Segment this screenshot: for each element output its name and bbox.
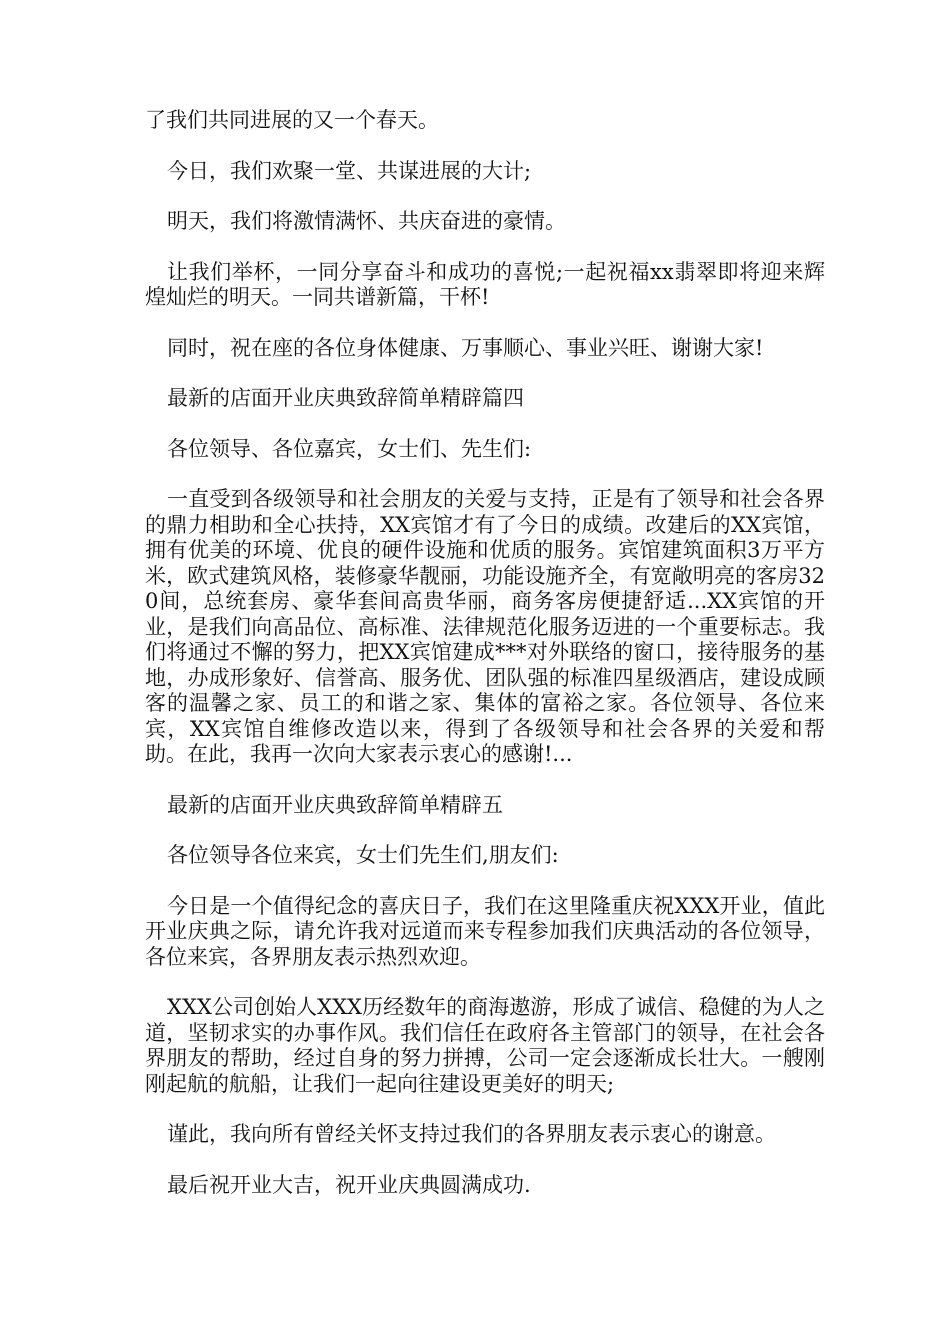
paragraph-tomorrow: 明天，我们将激情满怀、共庆奋进的豪情。 [167,209,566,233]
section-heading-5: 最新的店面开业庆典致辞简单精辟五 [167,792,503,817]
paragraph-celebration: 今日是一个值得纪念的喜庆日子，我们在这里隆重庆祝XXX开业，值此开业庆典之际，请允许我对远道而来专程参加我们庆典活动的各位领导，各位来宾，各界朋友表示热烈欢迎。 [145,893,825,969]
paragraph-today: 今日，我们欢聚一堂、共谋进展的大计; [167,158,532,183]
paragraph-hotel-speech: 一直受到各级领导和社会朋友的关爱与支持，正是有了领导和社会各界的鼎力相助和全心扶持，XX宾馆才有了今日的成绩。改建后的XX宾馆，拥有优美的环境、优良的硬件设施和优质的服务。宾馆建筑面积3万平方米，欧式建筑风格，装修豪华靓丽，功能设施齐全，有宽敞明亮的客房320间，总统套房、豪华套间高贵华丽，商务客房便捷舒适...XX宾馆的开业，是我们向高品位、高标准、法律规范化服务迈进的一个重要标志。我们将通过不懈的努力，把XX宾馆建成***对外联络的窗口，接待服务的基地，办成形象好、信誉高、服务优、团队强的标准四星级酒店，建设成顾客的温馨之家、员工的和谐之家、集体的富裕之家。各位领导、各位来宾，XX宾馆自维修改造以来，得到了各级领导和社会各界的关爱和帮助。在此，我再一次向大家表示衷心的感谢!... [145,487,825,766]
document-body [145,108,825,1223]
paragraph-continuation: 了我们共同进展的又一个春天。 [145,108,439,132]
salutation-5: 各位领导各位来宾，女士们先生们,朋友们: [167,843,559,867]
paragraph-wishes: 同时，祝在座的各位身体健康、万事顺心、事业兴旺、谢谢大家! [167,335,764,360]
paragraph-thanks: 谨此，我向所有曾经关怀支持过我们的各界朋友表示衷心的谢意。 [167,1122,776,1146]
paragraph-closing: 最后祝开业大吉，祝开业庆典圆满成功. [167,1172,531,1197]
paragraph-toast: 让我们举杯，一同分享奋斗和成功的喜悦;一起祝福xx翡翠即将迎来辉煌灿烂的明天。一同共谱新篇，干杯! [145,259,825,309]
salutation-4: 各位领导、各位嘉宾，女士们、先生们: [167,436,532,461]
paragraph-founder: XXX公司创始人XXX历经数年的商海遨游，形成了诚信、稳健的为人之道，坚韧求实的办事作风。我们信任在政府各主管部门的领导，在社会各界朋友的帮助，经过自身的努力拼搏，公司一定会逐渐成长壮大。一艘刚刚起航的航船，让我们一起向往建设更美好的明天; [145,995,825,1096]
section-heading-4: 最新的店面开业庆典致辞简单精辟篇四 [167,386,524,410]
